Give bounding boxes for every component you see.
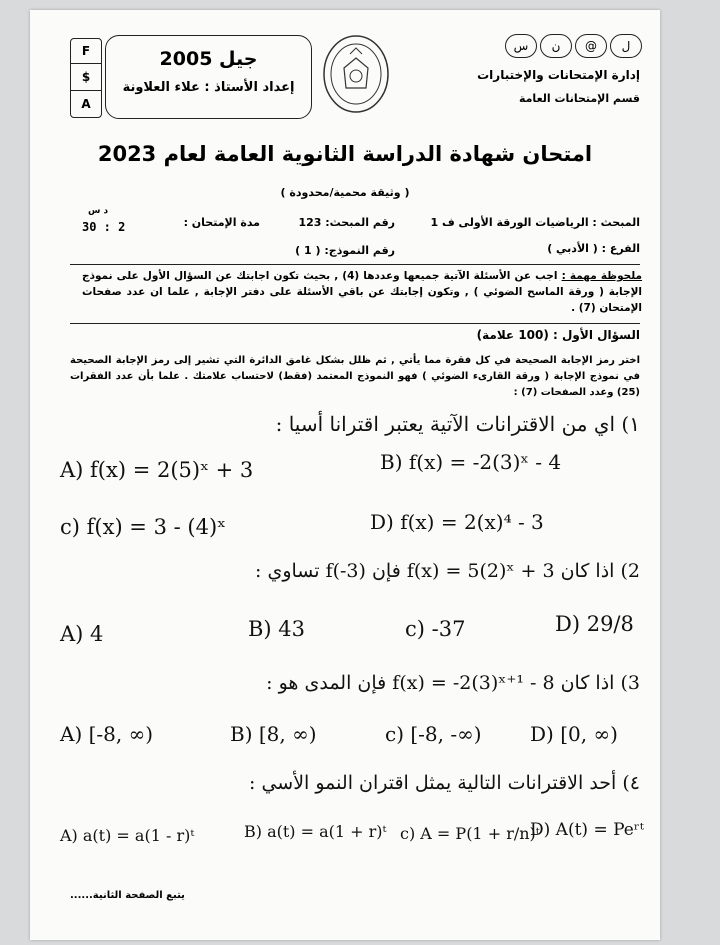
item-3-option-b: B) [8, ∞)	[230, 722, 317, 746]
item-4-stem: ٤) أحد الاقترانات التالية يمثل اقتران النمو الأسي :	[249, 772, 640, 794]
item-1-option-a: A) f(x) = 2(5)ˣ + 3	[60, 458, 254, 482]
exam-paper	[30, 10, 660, 940]
contact-pill-nun: ن	[540, 34, 572, 58]
ministry-seal	[320, 32, 392, 116]
dept-line-1: إدارة الإمتحانات والإختبارات	[477, 68, 640, 82]
item-3-option-c: c) [-8, -∞)	[385, 722, 482, 746]
exam-title: امتحان شهادة الدراسة الثانوية العامة لعام 2023	[97, 142, 593, 166]
item-3-option-d: D) [0, ∞)	[530, 722, 618, 746]
duration-units: د س	[88, 206, 109, 216]
continue-footer: يتبع الصفحة الثانية......	[70, 890, 185, 901]
item-2-option-a: A) 4	[60, 622, 104, 646]
item-1-option-b: B) f(x) = -2(3)ˣ - 4	[380, 450, 562, 474]
item-2-stem: 2) اذا كان f(x) = 5(2)ˣ + 3 فإن f(-3) تساوي :	[255, 560, 640, 582]
item-3-stem: 3) اذا كان f(x) = -2(3)ˣ⁺¹ - 8 فإن المدى هو :	[266, 672, 640, 694]
important-note	[82, 268, 642, 316]
generation-label: جيل 2005	[159, 48, 258, 70]
branch-label: الفرع : ( الأدبي )	[547, 242, 640, 255]
note-label: ملحوظة مهمة :	[561, 270, 643, 282]
question-1-title: السؤال الأول : (100 علامة)	[476, 328, 640, 342]
item-3-option-a: A) [-8, ∞)	[60, 722, 154, 746]
note-text: اجب عن الأسئلة الآتية جميعها وعددها (4) , بحيث تكون اجابتك عن السؤال الأول على نموذج الإجابة ( ورقة الماسح الضوئي ) , وتكون إجابتك عن باقي الأسئلة على دفتر الإجابة , علما ان عدد صفحات الإمتحان (7) .	[82, 270, 642, 314]
model-letter-a: A	[81, 97, 91, 111]
author-box	[105, 35, 312, 119]
item-1-stem: ١) اي من الاقترانات الآتية يعتبر اقترانا أسيا :	[275, 412, 640, 436]
model-letter-dollar: $	[71, 64, 101, 91]
item-2-option-d: D) 29/8	[555, 612, 634, 636]
item-1-option-c: c) f(x) = 3 - (4)ˣ	[60, 515, 227, 539]
model-letter-f: F	[71, 39, 101, 64]
subject-number: رقم المبحث: 123	[298, 216, 395, 229]
seal-icon	[320, 32, 392, 116]
prepared-by-label: إعداد الأستاذ : علاء العلاونة	[122, 80, 295, 95]
item-4-option-d: D) A(t) = Peʳᵗ	[530, 820, 644, 840]
contact-pill-lam: ل	[610, 34, 642, 58]
model-number: رقم النموذج: ( 1 )	[295, 244, 395, 257]
contact-pill-at: @	[575, 34, 607, 58]
item-2-option-c: c) -37	[405, 617, 466, 641]
item-4-option-b: B) a(t) = a(1 + r)ᵗ	[244, 822, 387, 841]
question-1-instructions: اختر رمز الإجابة الصحيحة في كل فقرة مما يأتي , ثم ظلل بشكل غامق الدائرة التي تشير إلى رمز الإجابة الصحيحة في نموذج الإجابة ( ورقة القارىء الضوئي ) فهو النموذج المعتمد (فقط) لاحتساب علامتك . علما بأن عدد الفقرات (25) وعدد الصفحات (7) :	[70, 355, 640, 398]
duration-label: مدة الإمتحان :	[183, 216, 260, 229]
model-letter-box	[70, 38, 102, 118]
duration-value: 30 : 2	[82, 220, 126, 234]
item-2-option-b: B) 43	[248, 617, 306, 641]
subject-label: المبحث : الرياضيات الورقة الأولى ف 1	[430, 216, 640, 229]
contact-pill-sin: س	[505, 34, 537, 58]
item-4-option-c: c) A = P(1 + r/n)ᵗ	[400, 824, 540, 843]
item-1-option-d: D) f(x) = 2(x)⁴ - 3	[370, 510, 544, 534]
dept-line-2: قسم الإمتحانات العامة	[518, 92, 640, 105]
exam-classification: ( وثيقة محمية/محدودة )	[280, 186, 410, 199]
item-4-option-a: A) a(t) = a(1 - r)ᵗ	[60, 826, 195, 845]
